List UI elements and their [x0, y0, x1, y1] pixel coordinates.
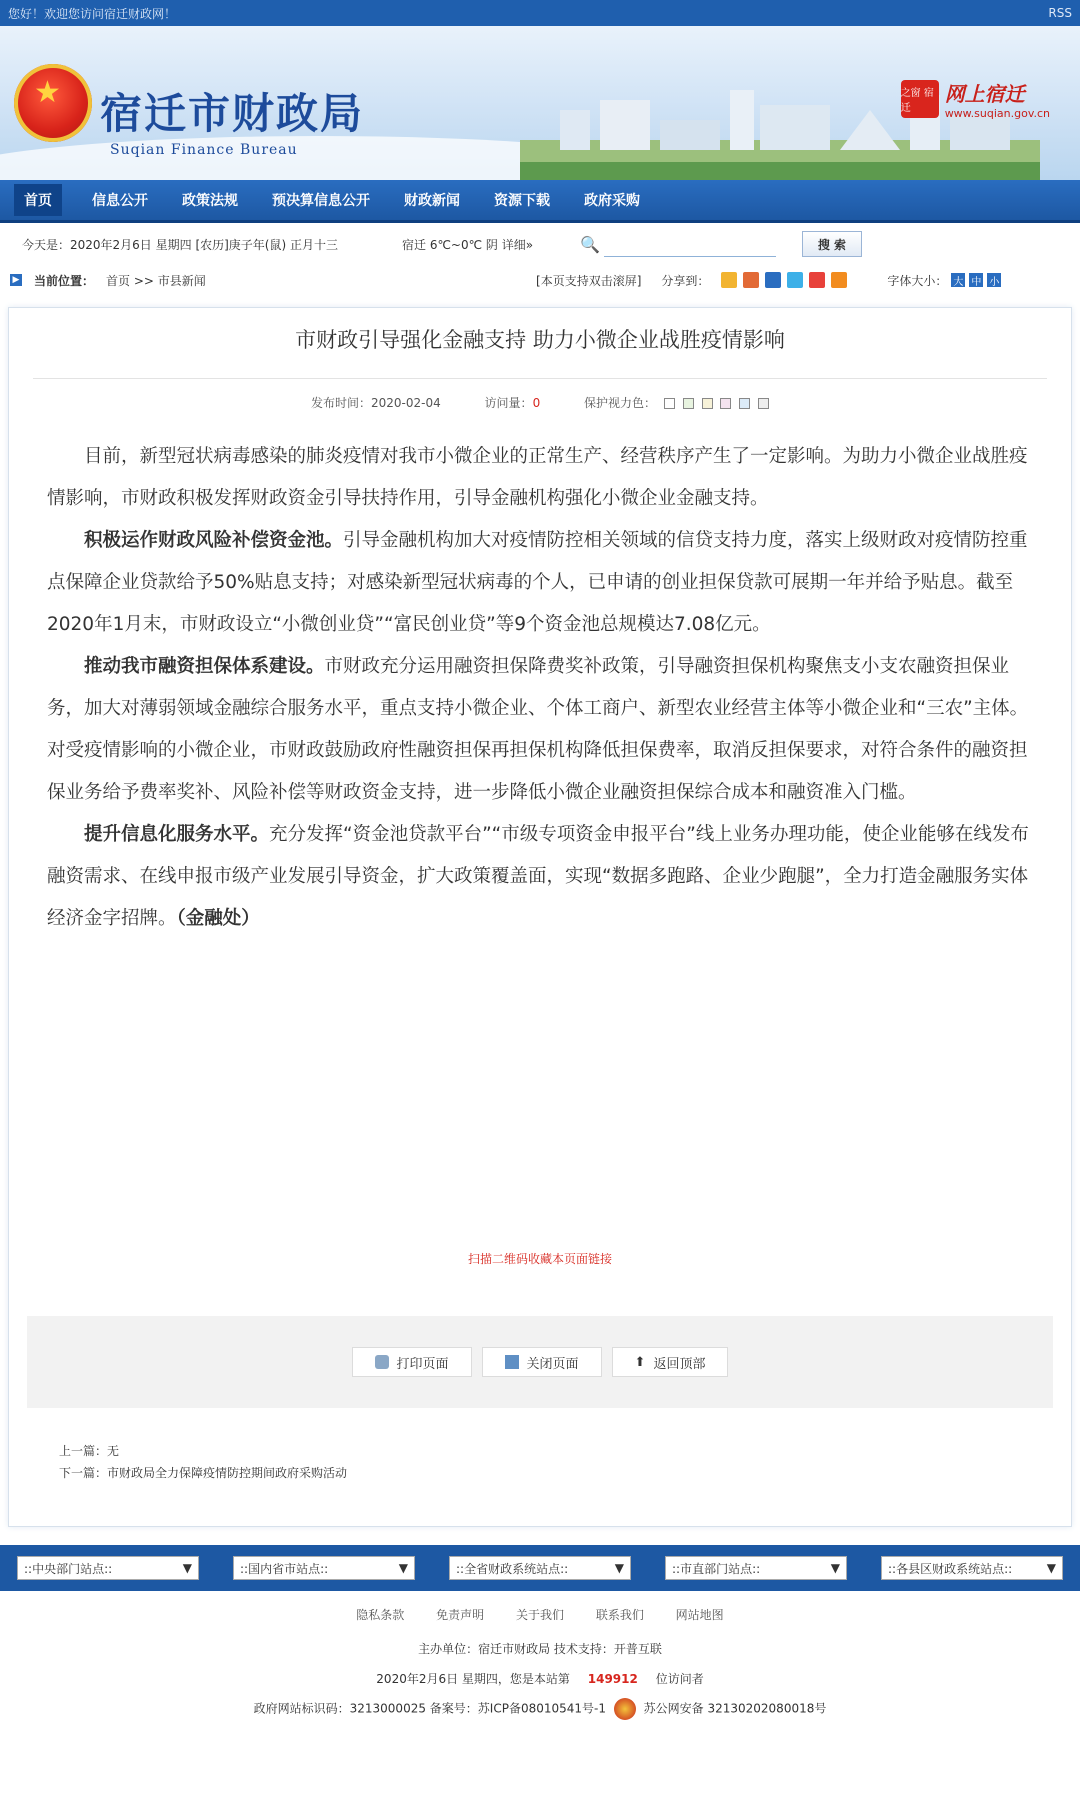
- rss-link[interactable]: RSS: [1048, 6, 1072, 20]
- font-medium-button[interactable]: 中: [969, 273, 983, 287]
- next-article-link[interactable]: 市财政局全力保障疫情防控期间政府采购活动: [107, 1466, 348, 1480]
- close-window-icon: [505, 1355, 519, 1369]
- select-city-departments[interactable]: [665, 1556, 847, 1580]
- publish-date: 发布时间：2020-02-04: [310, 396, 441, 410]
- article-actions: [27, 1316, 1053, 1408]
- public-security-text[interactable]: 苏公网安备 32130202080018号: [643, 1701, 827, 1716]
- site-links-bar: [0, 1545, 1080, 1591]
- print-page-button[interactable]: [352, 1347, 472, 1377]
- prev-next-links: [59, 1440, 347, 1484]
- next-label: 下一篇：: [59, 1466, 108, 1480]
- select-central-label: ::中央部门站点::: [24, 1561, 113, 1576]
- site-title: 宿迁市财政局: [100, 89, 365, 138]
- footer-visits: [0, 1670, 1080, 1687]
- arrow-up-icon: ⬆: [634, 1354, 646, 1370]
- footer-host: 主办单位：宿迁市财政局 技术支持：开普互联: [418, 1642, 662, 1656]
- share-qzone-icon[interactable]: [721, 272, 737, 288]
- eye-color-swatch-blue[interactable]: [739, 398, 750, 409]
- views-count: 0: [532, 396, 541, 410]
- portal-badge-icon: 之窗 宿迁: [901, 80, 939, 118]
- select-county-label: ::各县区财政系统站点::: [888, 1561, 1013, 1576]
- scroll-hint: [本页支持双击滚屏]: [536, 273, 642, 288]
- prev-article-link[interactable]: 无: [107, 1444, 120, 1458]
- nav-info-disclosure[interactable]: 信息公开: [92, 193, 148, 209]
- share-label: 分享到：: [661, 273, 710, 288]
- printer-icon: [375, 1355, 389, 1369]
- select-county-finance[interactable]: [881, 1556, 1063, 1580]
- visit-suffix: 位访问者: [655, 1672, 704, 1686]
- search-input[interactable]: [604, 232, 776, 257]
- search-button[interactable]: 搜 索: [802, 231, 862, 257]
- location-prefix: 当前位置：: [34, 273, 95, 288]
- share-weibo-icon[interactable]: [809, 272, 825, 288]
- visit-count: 149912: [587, 1672, 638, 1686]
- top-welcome-bar: [0, 0, 1080, 26]
- nav-procurement[interactable]: 政府采购: [584, 193, 640, 209]
- police-badge-icon: [614, 1698, 636, 1720]
- prev-label: 上一篇：: [59, 1444, 108, 1458]
- paragraph-3-heading: 推动我市融资担保体系建设。: [84, 656, 325, 677]
- font-large-button[interactable]: 大: [951, 273, 965, 287]
- qr-code-hint[interactable]: 扫描二维码收藏本页面链接: [467, 1252, 612, 1266]
- national-emblem-icon: ★: [14, 64, 92, 142]
- article-panel: [8, 307, 1072, 1527]
- paragraph-4: [47, 814, 1035, 940]
- site-banner: [0, 26, 1080, 180]
- print-label: 打印页面: [396, 1356, 449, 1372]
- portal-url: www.suqian.gov.cn: [944, 107, 1050, 120]
- location-arrow-icon: ▶: [10, 274, 22, 286]
- eye-color-swatch-gray[interactable]: [758, 398, 769, 409]
- select-provinces-cities[interactable]: [233, 1556, 415, 1580]
- paragraph-2: [47, 520, 1035, 646]
- paragraph-3-text: 市财政充分运用融资担保降费奖补政策，引导融资担保机构聚焦支小支农融资担保业务，加大对薄弱领域金融综合服务水平，重点支持小微企业、个体工商户、新型农业经营主体等小微企业和“三农”主体。对受疫情影响的小微企业，市财政鼓励政府性融资担保再担保机构降低担保费率，取消反担保要求，对符合条件的融资担保业务给予费率奖补、风险补偿等财政资金支持，进一步降低小微企业融资担保综合成本和融资准入门槛。: [47, 656, 1029, 803]
- search-area: [580, 231, 862, 257]
- views-label: 访问量：: [484, 396, 533, 410]
- weather-info[interactable]: 宿迁 6℃~0℃ 阴 详细»: [402, 237, 534, 252]
- nav-budget-info[interactable]: 预决算信息公开: [272, 193, 370, 209]
- chevron-down-icon: ▼: [1046, 1561, 1056, 1575]
- top-label: 返回顶部: [653, 1356, 706, 1372]
- select-provincial-finance[interactable]: [449, 1556, 631, 1580]
- paragraph-1: [47, 436, 1035, 520]
- search-icon: 🔍: [580, 234, 600, 254]
- eye-color-swatch-pink[interactable]: [720, 398, 731, 409]
- eye-color-swatch-green[interactable]: [683, 398, 694, 409]
- breadcrumb[interactable]: 首页 >> 市县新闻: [106, 273, 206, 288]
- location-bar: [0, 265, 1080, 295]
- paragraph-2-text: 引导金融机构加大对疫情防控相关领域的信贷支持力度，落实上级财政对疫情防控重点保障企业贷款给予50%贴息支持；对感染新型冠状病毒的个人，已申请的创业担保贷款可展期一年并给予贴息。截至2020年1月末，市财政设立“小微创业贷”“富民创业贷”等9个资金池总规模达7.08亿元。: [47, 530, 1028, 635]
- chevron-down-icon: ▼: [830, 1561, 840, 1575]
- disclaimer-link[interactable]: 免责声明: [436, 1608, 485, 1622]
- suqian-portal-logo[interactable]: [901, 78, 1050, 120]
- select-city-label: ::市直部门站点::: [672, 1561, 761, 1576]
- paragraph-4-text: 充分发挥“资金池贷款平台”“市级专项资金申报平台”线上业务办理功能，使企业能够在线发布融资需求、在线申报市级产业发展引导资金，扩大政策覆盖面，实现“数据多跑路、企业少跑腿”，全力打造金融服务实体经济金字招牌。: [47, 824, 1029, 929]
- nav-policies[interactable]: 政策法规: [182, 193, 238, 209]
- about-link[interactable]: 关于我们: [515, 1608, 564, 1622]
- main-nav: [0, 180, 1080, 223]
- article-title: 市财政引导强化金融支持 助力小微企业战胜疫情影响: [295, 328, 785, 352]
- close-label: 关闭页面: [526, 1356, 579, 1372]
- font-size-label: 字体大小：: [887, 273, 948, 288]
- contact-link[interactable]: 联系我们: [595, 1608, 644, 1622]
- info-bar: [0, 223, 1080, 265]
- icp-text[interactable]: 政府网站标识码：3213000025 备案号：苏ICP备08010541号-1: [253, 1701, 606, 1716]
- eye-color-swatch-yellow[interactable]: [702, 398, 713, 409]
- chevron-down-icon: ▼: [182, 1561, 192, 1575]
- article-source: （金融处）: [176, 908, 260, 929]
- share-more-icon[interactable]: [831, 272, 847, 288]
- chevron-down-icon: ▼: [398, 1561, 408, 1575]
- nav-home[interactable]: 首页: [14, 184, 62, 216]
- close-page-button[interactable]: [482, 1347, 602, 1377]
- paragraph-2-heading: 积极运作财政风险补偿资金池。: [84, 530, 344, 551]
- font-small-button[interactable]: 小: [987, 273, 1001, 287]
- title-divider: [33, 378, 1047, 379]
- portal-name: 网上宿迁: [944, 82, 1025, 106]
- select-central-departments[interactable]: [17, 1556, 199, 1580]
- welcome-text: 您好！欢迎您访问宿迁财政网！: [8, 6, 177, 21]
- nav-finance-news[interactable]: 财政新闻: [404, 193, 460, 209]
- visit-prefix: 2020年2月6日 星期四，您是本站第: [376, 1672, 570, 1686]
- share-sina-icon[interactable]: [743, 272, 759, 288]
- share-renren-icon[interactable]: [765, 272, 781, 288]
- footer-links: [0, 1606, 1080, 1623]
- paragraph-1-text: 目前，新型冠状病毒感染的肺炎疫情对我市小微企业的正常生产、经营秩序产生了一定影响。为助力小微企业战胜疫情影响，市财政积极发挥财政资金引导扶持作用，引导金融机构强化小微企业金融支持。: [47, 446, 1028, 509]
- share-qq-icon[interactable]: [787, 272, 803, 288]
- site-subtitle: Suqian Finance Bureau: [110, 142, 298, 158]
- footer-icp: [0, 1698, 1080, 1720]
- share-icons: [721, 272, 847, 288]
- paragraph-4-heading: 提升信息化服务水平。: [84, 824, 270, 845]
- select-provinces-label: ::国内省市站点::: [240, 1561, 329, 1576]
- back-to-top-button[interactable]: [612, 1347, 729, 1377]
- paragraph-3: [47, 646, 1035, 814]
- chevron-down-icon: ▼: [614, 1561, 624, 1575]
- article-meta: [9, 394, 1071, 411]
- select-provincial-label: ::全省财政系统站点::: [456, 1561, 569, 1576]
- privacy-link[interactable]: 隐私条款: [356, 1608, 405, 1622]
- sitemap-link[interactable]: 网站地图: [675, 1608, 724, 1622]
- current-date: 今天是：2020年2月6日 星期四 [农历]庚子年(鼠) 正月十三: [22, 237, 338, 252]
- eye-color-label: 保护视力色：: [584, 396, 657, 410]
- nav-downloads[interactable]: 资源下载: [494, 193, 550, 209]
- article-body: [47, 436, 1035, 940]
- eye-color-swatch-white[interactable]: [664, 398, 675, 409]
